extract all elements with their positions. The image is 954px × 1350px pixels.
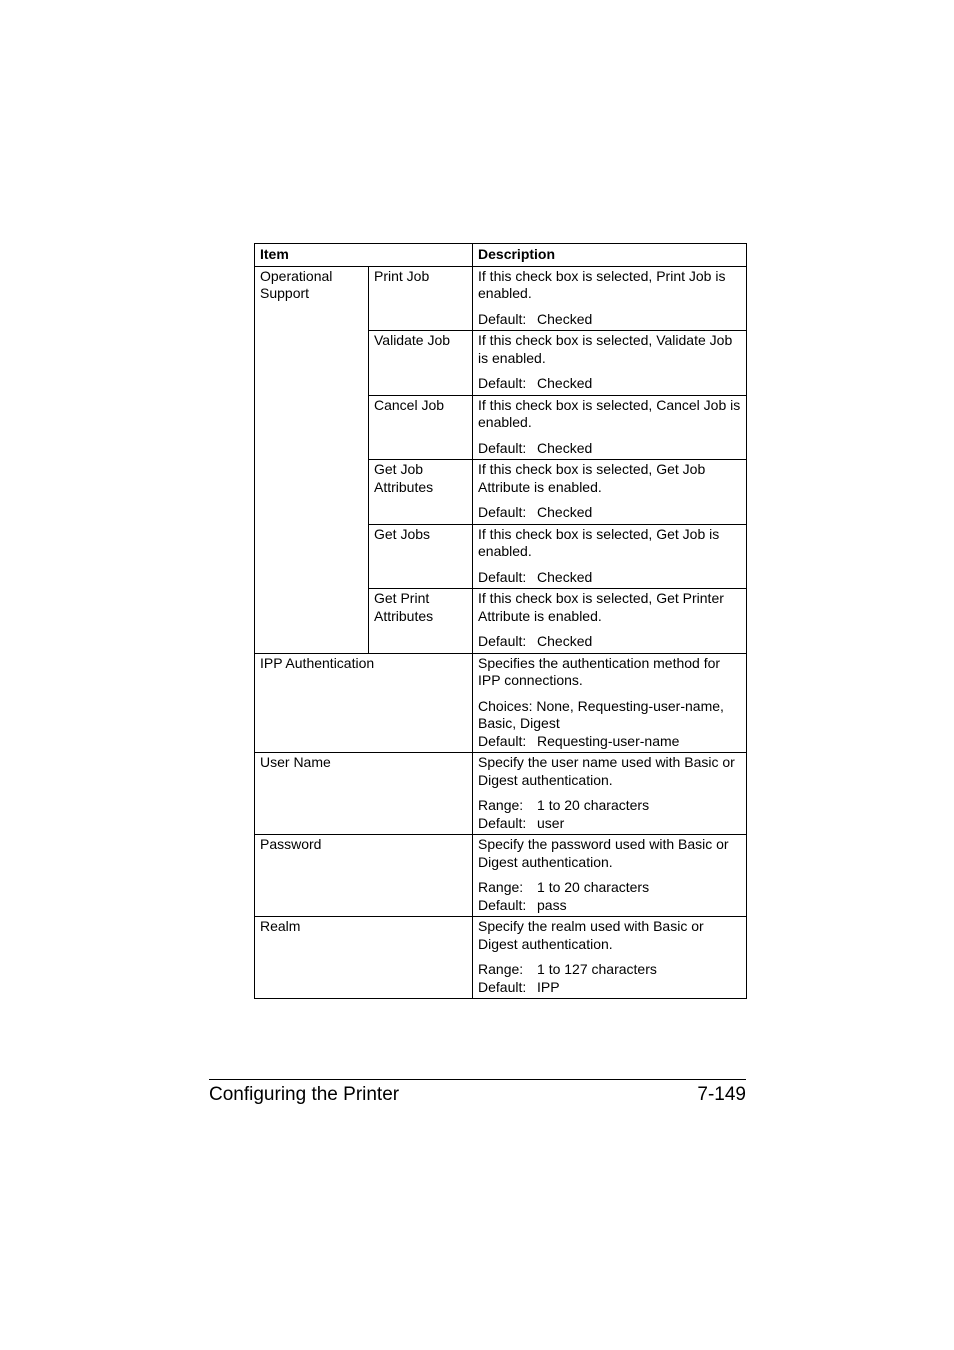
desc-cancel-job: If this check box is selected, Cancel Job is enabled. Default: Checked [473,395,747,460]
item-user-name: User Name [255,753,473,835]
subitem-get-jobs: Get Jobs [369,524,473,589]
spec-table [254,243,747,999]
desc-get-jobs: If this check box is selected, Get Job is enabled. Default: Checked [473,524,747,589]
table-row [255,266,747,331]
desc-print-job: If this check box is selected, Print Job is enabled. Default: Checked [473,266,747,331]
subitem-get-job-attributes: Get Job Attributes [369,460,473,525]
subitem-cancel-job: Cancel Job [369,395,473,460]
desc-ipp-authentication: Specifies the authentication method for IPP connections. Choices: None, Requesting-user-name, Basic, Digest Default: Requesting-user-name [473,653,747,753]
header-item: Item [255,244,473,267]
table-row [255,835,747,917]
desc-get-print-attributes: If this check box is selected, Get Printer Attribute is enabled. Default: Checked [473,589,747,654]
table-row [255,753,747,835]
desc-validate-job: If this check box is selected, Validate Job is enabled. Default: Checked [473,331,747,396]
table-row [255,917,747,999]
table-header-row [255,244,747,267]
footer-divider [209,1079,746,1080]
desc-password: Specify the password used with Basic or Digest authentication. Range: 1 to 20 characters Default: pass [473,835,747,917]
table-row [255,653,747,753]
desc-realm: Specify the realm used with Basic or Digest authentication. Range: 1 to 127 characters Default: IPP [473,917,747,999]
item-ipp-authentication: IPP Authentication [255,653,473,753]
footer-title: Configuring the Printer [209,1084,400,1105]
subitem-print-job: Print Job [369,266,473,331]
group-label-operational-support: Operational Support [255,266,369,653]
subitem-get-print-attributes: Get Print Attributes [369,589,473,654]
header-description: Description [473,244,747,267]
desc-user-name: Specify the user name used with Basic or Digest authentication. Range: 1 to 20 characters Default: user [473,753,747,835]
page-number: 7-149 [697,1084,746,1105]
subitem-validate-job: Validate Job [369,331,473,396]
item-password: Password [255,835,473,917]
item-realm: Realm [255,917,473,999]
desc-get-job-attributes: If this check box is selected, Get Job Attribute is enabled. Default: Checked [473,460,747,525]
